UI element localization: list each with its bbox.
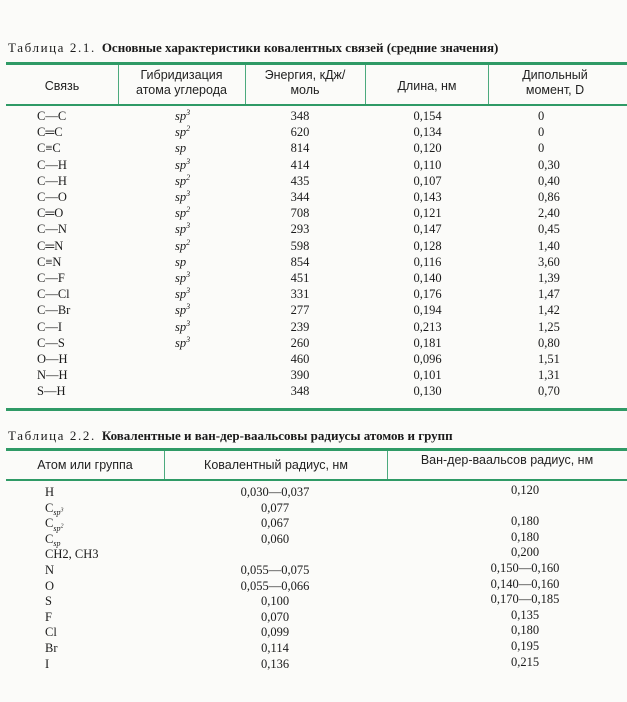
- atom-symbol: Cl: [45, 625, 57, 640]
- atom-subscript: sp: [53, 539, 61, 549]
- hybridization-base: sp: [175, 109, 187, 123]
- table2-header-rule: [6, 479, 627, 481]
- table1-col-divider: [245, 65, 246, 105]
- dipole-cell: 1,31: [538, 368, 560, 383]
- dipole-cell: 1,40: [538, 238, 560, 253]
- hybridization-base: sp: [175, 157, 187, 172]
- table2-label: Таблица 2.2.: [8, 428, 96, 443]
- dipole-cell: 0,40: [538, 173, 560, 188]
- hybridization-cell: [175, 335, 190, 351]
- hybridization-cell: [175, 238, 190, 254]
- atom-symbol: H: [45, 485, 55, 499]
- atom-cell: [45, 578, 54, 594]
- hybridization-base: sp: [175, 271, 187, 285]
- energy-cell: 435: [290, 173, 310, 188]
- hybridization-cell: [175, 302, 190, 318]
- atom-symbol: I: [45, 656, 50, 671]
- energy-cell: 414: [290, 157, 310, 172]
- length-cell: 0,110: [413, 157, 442, 172]
- atom-subscript: sp3: [53, 507, 64, 518]
- dipole-cell: 1,47: [538, 287, 560, 302]
- energy-cell: 293: [290, 222, 310, 237]
- atom-symbol: C: [45, 531, 54, 546]
- bond-cell: C—Cl: [37, 287, 70, 302]
- hybridization-base: sp: [175, 303, 187, 318]
- atom-symbol: C: [45, 500, 54, 515]
- atom-cell: [45, 500, 63, 516]
- length-cell: 0,143: [413, 190, 442, 204]
- energy-cell: 344: [290, 190, 310, 204]
- covalent-radius-cell: 0,077: [260, 500, 290, 515]
- hybridization-sup: 3: [186, 318, 191, 328]
- dipole-cell: 0,86: [538, 190, 560, 204]
- vdw-radius-cell: 0,180: [510, 529, 540, 544]
- dipole-cell: 1,39: [538, 271, 560, 285]
- energy-cell: 620: [290, 125, 310, 140]
- hybridization-sup: 3: [186, 286, 191, 296]
- table2-header-vdw: Ван-дер-ваальсов радиус, нм: [420, 453, 594, 467]
- covalent-radius-cell: 0,030—0,037: [240, 485, 310, 499]
- dipole-cell: 0,80: [538, 335, 560, 350]
- hybridization-cell: [175, 124, 190, 140]
- bond-cell: O—H: [37, 352, 68, 366]
- hybridization-cell: [175, 270, 190, 286]
- table1-header-rule: [6, 104, 627, 106]
- hybridization-sup: 2: [186, 172, 191, 182]
- energy-cell: 348: [290, 109, 310, 123]
- atom-cell: [45, 609, 52, 625]
- bond-cell: C═N: [37, 238, 64, 253]
- covalent-radius-cell: 0,060: [260, 531, 290, 546]
- energy-cell: 814: [290, 141, 310, 156]
- atom-symbol: S: [45, 594, 52, 609]
- hybridization-sup: 2: [186, 205, 191, 215]
- length-cell: 0,181: [413, 335, 442, 350]
- dipole-cell: 0,30: [538, 157, 560, 172]
- bond-cell: C—Br: [37, 303, 71, 318]
- table1-header-energy: Энергия, кДж/моль: [264, 68, 346, 97]
- hybridization-base: sp: [175, 238, 187, 253]
- hybridization-cell: [175, 189, 190, 205]
- atom-cell: [45, 593, 52, 609]
- energy-cell: 390: [290, 368, 310, 383]
- covalent-radius-cell: 0,055—0,066: [240, 578, 310, 593]
- hybridization-cell: [175, 173, 190, 189]
- atom-cell: [45, 562, 54, 578]
- hybridization-base: sp: [175, 125, 187, 140]
- dipole-cell: 0: [538, 141, 545, 156]
- length-cell: 0,096: [413, 352, 442, 366]
- table1-header-dipole: Дипольный момент, D: [522, 68, 588, 97]
- vdw-radius-cell: 0,150—0,160: [490, 561, 560, 575]
- bond-cell: C—H: [37, 157, 67, 172]
- covalent-radius-cell: 0,136: [260, 656, 290, 671]
- vdw-radius-cell: 0,215: [510, 654, 540, 669]
- vdw-radius-cell: 0,170—0,185: [490, 592, 560, 607]
- length-cell: 0,128: [413, 238, 442, 253]
- covalent-radius-cell: [225, 546, 325, 562]
- table1-title: Основные характеристики ковалентных связей (средние значения): [101, 40, 499, 55]
- bond-cell: C—S: [37, 335, 65, 350]
- hybridization-cell: [175, 205, 190, 221]
- energy-cell: 708: [290, 206, 310, 221]
- hybridization-sup: 3: [186, 269, 191, 279]
- dipole-cell: 0: [538, 109, 545, 123]
- length-cell: 0,176: [413, 287, 442, 302]
- atom-symbol: F: [45, 609, 52, 624]
- energy-cell: 331: [290, 287, 310, 302]
- hybridization-base: sp: [175, 173, 187, 188]
- hybridization-sup: 3: [186, 302, 191, 312]
- energy-cell: 854: [290, 254, 310, 269]
- hybridization-cell: [175, 140, 186, 156]
- atom-subscript-sup: 3: [60, 507, 64, 514]
- length-cell: 0,147: [413, 222, 442, 237]
- table2-header-covalent: Ковалентный радиус, нм: [204, 458, 348, 472]
- length-cell: 0,116: [413, 254, 442, 269]
- table2-caption: [8, 428, 453, 444]
- hybridization-base: sp: [175, 254, 187, 269]
- atom-symbol: N: [45, 563, 55, 577]
- length-cell: 0,140: [413, 271, 442, 285]
- hybridization-sup: 3: [186, 221, 191, 231]
- table1-label: Таблица 2.1.: [8, 40, 96, 55]
- atom-symbol: C: [45, 516, 54, 531]
- dipole-cell: 1,42: [538, 303, 560, 318]
- hybridization-base: sp: [175, 190, 187, 204]
- hybridization-base: sp: [175, 206, 187, 221]
- vdw-radius-cell: 0,140—0,160: [490, 576, 560, 591]
- bond-cell: C—O: [37, 190, 67, 204]
- dipole-cell: 0: [538, 125, 545, 140]
- vdw-radius-cell: 0,195: [510, 639, 540, 653]
- table2-top-rule: [6, 448, 627, 451]
- bond-cell: C≡N: [37, 254, 62, 269]
- length-cell: 0,213: [413, 319, 442, 334]
- length-cell: 0,194: [413, 303, 442, 318]
- atom-symbol: O: [45, 578, 55, 593]
- bond-cell: C—C: [37, 109, 67, 123]
- hybridization-sup: 3: [186, 107, 191, 117]
- atom-subscript-sup: 2: [60, 523, 64, 530]
- length-cell: 0,101: [413, 368, 442, 383]
- covalent-radius-cell: 0,055—0,075: [240, 563, 310, 577]
- atom-cell: [45, 546, 98, 562]
- energy-cell: 460: [290, 352, 310, 366]
- vdw-radius-cell: 0,180: [510, 623, 540, 638]
- length-cell: 0,121: [413, 206, 442, 221]
- table1-col-divider: [488, 65, 489, 105]
- vdw-radius-cell: [470, 498, 580, 514]
- length-cell: 0,130: [413, 384, 442, 399]
- hybridization-base: sp: [175, 141, 187, 156]
- table1-bottom-rule: [6, 408, 627, 411]
- atom-cell: [45, 484, 54, 500]
- covalent-radius-cell: 0,114: [261, 641, 289, 655]
- vdw-radius-cell: 0,120: [510, 483, 540, 497]
- atom-cell: [45, 640, 58, 656]
- energy-cell: 239: [290, 319, 310, 334]
- table2-col-divider: [164, 451, 165, 480]
- dipole-cell: 0,70: [538, 384, 560, 399]
- energy-cell: 348: [290, 384, 310, 399]
- table2-title: Ковалентные и ван-дер-ваальсовы радиусы атомов и групп: [101, 428, 453, 443]
- dipole-cell: 0,45: [538, 222, 560, 237]
- bond-cell: C—H: [37, 173, 67, 188]
- table1-header-bond: Связь: [44, 79, 80, 93]
- energy-cell: 451: [290, 271, 310, 285]
- length-cell: 0,120: [413, 141, 442, 156]
- hybridization-base: sp: [175, 319, 187, 334]
- vdw-radius-cell: 0,180: [510, 514, 540, 529]
- bond-cell: C—I: [37, 319, 62, 334]
- hybridization-cell: [175, 319, 190, 335]
- table2-header-atom: Атом или группа: [37, 458, 133, 472]
- hybridization-cell: [175, 221, 190, 237]
- length-cell: 0,107: [413, 173, 442, 188]
- dipole-cell: 3,60: [538, 254, 560, 269]
- table1-header-length: Длина, нм: [397, 79, 457, 93]
- hybridization-cell: [175, 286, 190, 302]
- dipole-cell: 1,25: [538, 319, 560, 334]
- table1-top-rule: [6, 62, 627, 65]
- table1-col-divider: [118, 65, 119, 105]
- table1-header-hybridization: Гибридизация атома углерода: [136, 68, 227, 97]
- energy-cell: 260: [290, 335, 310, 350]
- hybridization-cell: [175, 157, 190, 173]
- hybridization-cell: [175, 254, 186, 270]
- bond-cell: C—F: [37, 271, 65, 285]
- atom-cell: [45, 656, 49, 672]
- atom-symbol: CH2, CH3: [45, 547, 99, 562]
- hybridization-base: sp: [175, 222, 187, 237]
- bond-cell: C═C: [37, 125, 63, 140]
- covalent-radius-cell: 0,099: [260, 625, 290, 640]
- covalent-radius-cell: 0,067: [260, 516, 290, 531]
- hybridization-sup: 3: [186, 188, 191, 198]
- energy-cell: 598: [290, 238, 310, 253]
- bond-cell: C—N: [37, 222, 67, 237]
- covalent-radius-cell: 0,100: [260, 594, 290, 609]
- bond-cell: S—H: [37, 384, 66, 399]
- hybridization-sup: 3: [186, 156, 191, 166]
- hybridization-base: sp: [175, 335, 187, 350]
- bond-cell: C≡C: [37, 141, 61, 156]
- length-cell: 0,134: [413, 125, 442, 140]
- length-cell: 0,154: [413, 109, 442, 123]
- bond-cell: C═O: [37, 206, 64, 221]
- hybridization-cell: [175, 108, 190, 124]
- atom-symbol: Br: [45, 641, 58, 655]
- atom-cell: [45, 624, 57, 640]
- covalent-radius-cell: 0,070: [260, 609, 290, 624]
- hybridization-sup: 3: [186, 334, 191, 344]
- atom-cell: [45, 531, 60, 547]
- bond-cell: N—H: [37, 368, 68, 383]
- energy-cell: 277: [290, 303, 310, 318]
- dipole-cell: 1,51: [538, 352, 560, 366]
- dipole-cell: 2,40: [538, 206, 560, 221]
- atom-subscript: sp2: [53, 523, 64, 533]
- table2-col-divider: [387, 451, 388, 480]
- hybridization-base: sp: [175, 287, 187, 302]
- vdw-radius-cell: 0,135: [510, 607, 540, 622]
- hybridization-sup: 2: [186, 237, 191, 247]
- hybridization-sup: 2: [186, 124, 191, 134]
- vdw-radius-cell: 0,200: [510, 545, 540, 560]
- atom-cell: [45, 515, 63, 531]
- table1-caption: [8, 40, 498, 56]
